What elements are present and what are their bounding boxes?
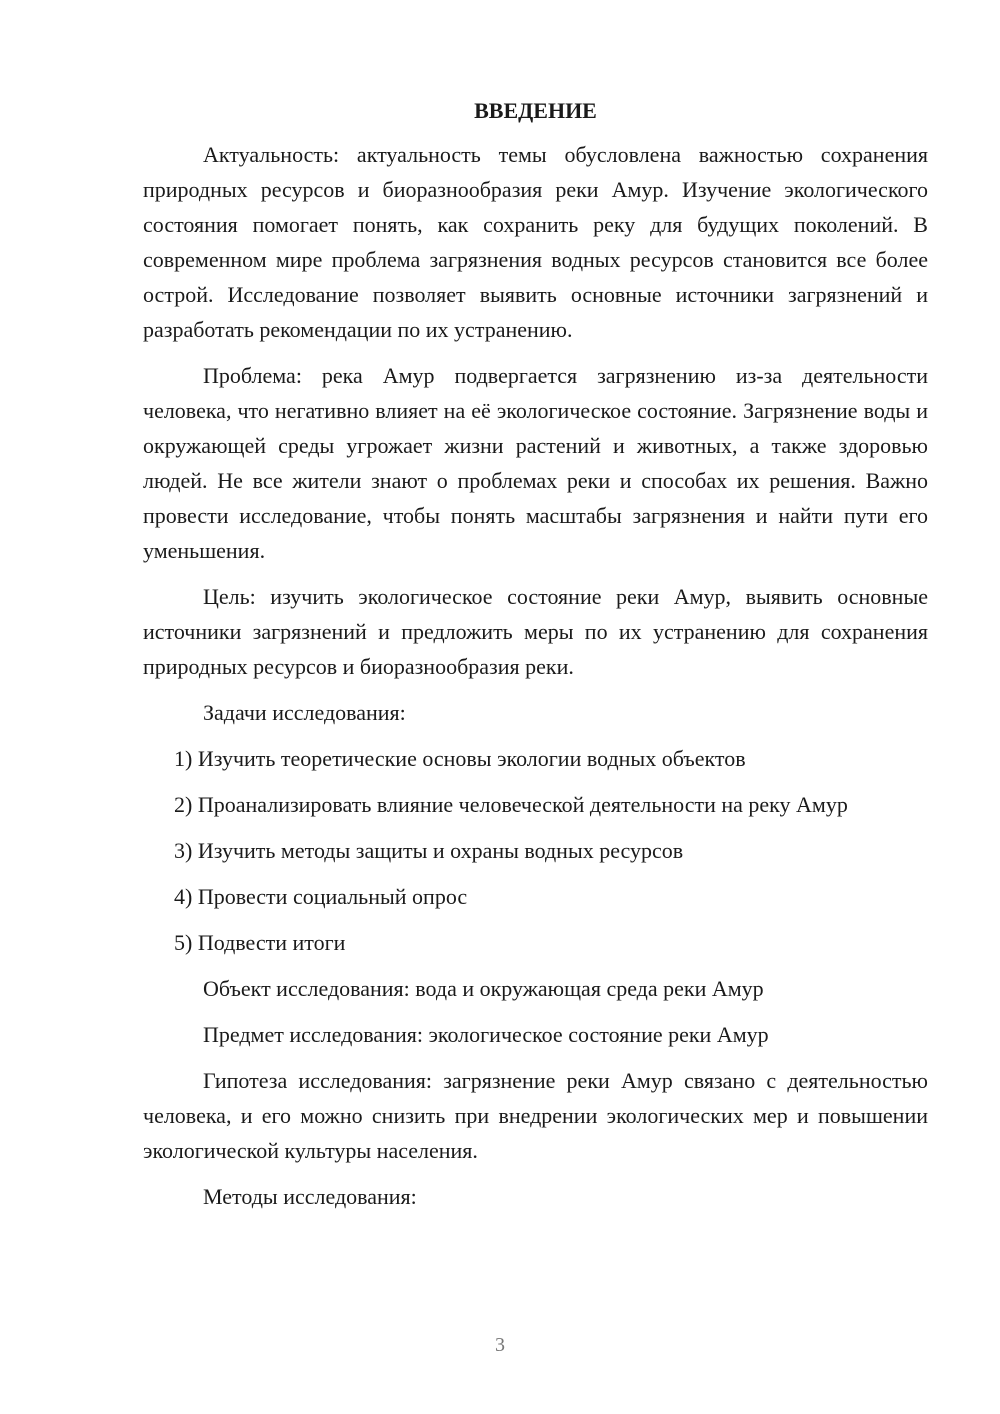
task-item: 4) Провести социальный опрос (174, 884, 468, 909)
task-item: 5) Подвести итоги (174, 930, 346, 955)
task-item: 2) Проанализировать влияние человеческой деятельности на реку Амур (174, 792, 848, 817)
task-item: 3) Изучить методы защиты и охраны водных ресурсов (174, 838, 684, 863)
research-object: Объект исследования: вода и окружающая среда реки Амур (203, 976, 764, 1001)
relevance-paragraph: Актуальность: актуальность темы обусловлена важностью сохранения природных ресурсов и биоразнообразия реки Амур. Изучение экологического состояния помогает понять, как сохранить реку для будущих поколений. В современном мире проблема загрязнения водных ресурсов становится все более острой. Исследование позволяет выявить основные источники загрязнений и разработать рекомендации по их устранению. (143, 142, 928, 342)
page-number: 3 (495, 1334, 505, 1356)
section-title: ВВЕДЕНИЕ (474, 98, 597, 123)
tasks-heading: Задачи исследования: (203, 700, 406, 725)
task-item: 1) Изучить теоретические основы экологии водных объектов (174, 746, 746, 771)
goal-paragraph: Цель: изучить экологическое состояние реки Амур, выявить основные источники загрязнений и предложить меры по их устранению для сохранения природных ресурсов и биоразнообразия реки. (143, 584, 928, 679)
research-hypothesis: Гипотеза исследования: загрязнение реки Амур связано с деятельностью человека, и его можно снизить при внедрении экологических мер и повышении экологической культуры населения. (143, 1068, 928, 1163)
problem-paragraph: Проблема: река Амур подвергается загрязнению из-за деятельности человека, что негативно влияет на её экологическое состояние. Загрязнение воды и окружающей среды угрожает жизни растений и животных, а также здоровью людей. Не все жители знают о проблемах реки и способах их решения. Важно провести исследование, чтобы понять масштабы загрязнения и найти пути его уменьшения. (143, 363, 928, 563)
research-subject: Предмет исследования: экологическое состояние реки Амур (203, 1022, 769, 1047)
page-content (143, 96, 928, 1225)
research-methods: Методы исследования: (203, 1184, 417, 1209)
